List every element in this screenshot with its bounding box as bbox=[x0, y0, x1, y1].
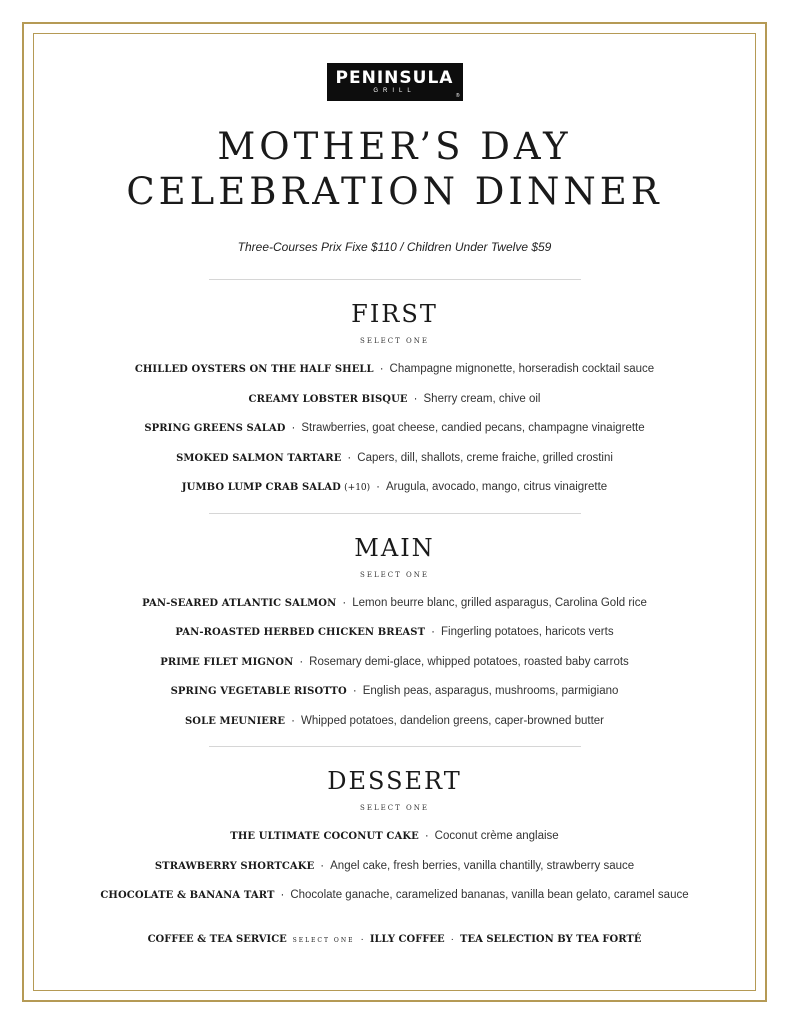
item-name: SPRING VEGETABLE RISOTTO bbox=[170, 686, 347, 697]
menu-item bbox=[33, 589, 756, 619]
menu-item bbox=[33, 385, 756, 415]
section-title-main: MAIN bbox=[354, 533, 435, 562]
page-title bbox=[33, 124, 756, 214]
item-description: Capers, dill, shallots, creme fraiche, grilled crostini bbox=[357, 451, 613, 464]
menu-item bbox=[33, 473, 756, 503]
menu-item bbox=[33, 822, 756, 852]
prix-fixe-pricing: Three-Courses Prix Fixe $110 / Children Under Twelve $59 bbox=[237, 240, 552, 254]
item-name: CHOCOLATE & BANANA TART bbox=[100, 890, 275, 901]
item-description: Chocolate ganache, caramelized bananas, vanilla bean gelato, caramel sauce bbox=[290, 889, 689, 901]
divider bbox=[209, 746, 581, 747]
separator-dot: · bbox=[291, 422, 296, 434]
menu-item bbox=[33, 881, 756, 911]
item-name: PRIME FILET MIGNON bbox=[160, 656, 294, 668]
main-course-list bbox=[33, 589, 756, 737]
divider bbox=[209, 279, 581, 280]
section-title-first: FIRST bbox=[351, 300, 438, 328]
item-name: STRAWBERRY SHORTCAKE bbox=[154, 860, 315, 872]
divider bbox=[209, 513, 581, 514]
select-one-label: SELECT ONE bbox=[360, 570, 429, 579]
separator-dot: · bbox=[291, 714, 295, 727]
item-description: Sherry cream, chive oil bbox=[423, 392, 541, 405]
item-name: JUMBO LUMP CRAB SALAD bbox=[181, 482, 341, 493]
item-description: Angel cake, fresh berries, vanilla chantilly, strawberry sauce bbox=[330, 859, 635, 872]
item-description: English peas, asparagus, mushrooms, parmigiano bbox=[362, 685, 619, 697]
separator-dot: · bbox=[376, 481, 380, 493]
menu-item bbox=[33, 852, 756, 882]
separator-dot: · bbox=[379, 363, 384, 375]
item-name: CHILLED OYSTERS ON THE HALF SHELL bbox=[134, 364, 374, 375]
item-description: Strawberries, goat cheese, candied pecans, champagne vinaigrette bbox=[301, 422, 645, 434]
menu-item bbox=[33, 414, 756, 444]
select-one-label: SELECT ONE bbox=[360, 337, 429, 345]
item-name: SPRING GREENS SALAD bbox=[144, 423, 286, 434]
item-description: Coconut crème anglaise bbox=[434, 830, 559, 842]
menu-item bbox=[33, 707, 756, 737]
footer-option-coffee: ILLY COFFEE bbox=[369, 933, 445, 945]
menu-item bbox=[33, 677, 756, 707]
logo-sub-text: GRILL bbox=[373, 88, 416, 94]
menu-content bbox=[33, 33, 756, 945]
item-name: SMOKED SALMON TARTARE bbox=[176, 452, 342, 464]
section-title-dessert: DESSERT bbox=[327, 767, 462, 795]
item-description: Champagne mignonette, horseradish cocktail sauce bbox=[389, 363, 655, 375]
footer-option-tea: TEA SELECTION BY TEA FORTÉ bbox=[460, 933, 642, 945]
separator-dot: · bbox=[450, 933, 455, 945]
menu-item bbox=[33, 618, 756, 648]
item-description: Rosemary demi-glace, whipped potatoes, roasted baby carrots bbox=[309, 655, 629, 668]
title-line-1: MOTHER’S DAY bbox=[217, 125, 572, 168]
item-description: Arugula, avocado, mango, citrus vinaigrette bbox=[386, 481, 608, 493]
separator-dot: · bbox=[280, 889, 285, 901]
separator-dot: · bbox=[431, 626, 435, 638]
item-surcharge: (+10) bbox=[344, 483, 371, 493]
separator-dot: · bbox=[347, 451, 352, 464]
item-description: Fingerling potatoes, haricots verts bbox=[441, 626, 614, 638]
separator-dot: · bbox=[360, 933, 364, 945]
menu-item bbox=[33, 648, 756, 678]
item-description: Whipped potatoes, dandelion greens, caper-browned butter bbox=[300, 714, 605, 727]
item-name: PAN-ROASTED HERBED CHICKEN BREAST bbox=[175, 627, 426, 638]
separator-dot: · bbox=[413, 392, 418, 405]
item-name: SOLE MEUNIERE bbox=[184, 715, 286, 727]
separator-dot: · bbox=[424, 830, 429, 842]
separator-dot: · bbox=[342, 596, 347, 609]
peninsula-grill-logo bbox=[327, 63, 463, 101]
item-name: PAN-SEARED ATLANTIC SALMON bbox=[142, 597, 337, 609]
registered-mark: ® bbox=[455, 93, 460, 99]
select-one-label: SELECT ONE bbox=[292, 936, 355, 944]
item-name: THE ULTIMATE COCONUT CAKE bbox=[230, 831, 419, 842]
logo-main-text: PENINSULA bbox=[335, 68, 454, 88]
footer-item-name: COFFEE & TEA SERVICE bbox=[147, 933, 287, 945]
title-line-2: CELEBRATION DINNER bbox=[126, 170, 663, 213]
separator-dot: · bbox=[352, 685, 357, 697]
separator-dot: · bbox=[320, 859, 325, 872]
select-one-label: SELECT ONE bbox=[360, 804, 429, 812]
first-course-list bbox=[33, 355, 756, 503]
item-name: CREAMY LOBSTER BISQUE bbox=[248, 393, 408, 405]
separator-dot: · bbox=[299, 655, 304, 668]
menu-item bbox=[33, 355, 756, 385]
item-description: Lemon beurre blanc, grilled asparagus, Carolina Gold rice bbox=[352, 596, 647, 609]
coffee-tea-service bbox=[33, 934, 756, 945]
dessert-list bbox=[33, 822, 756, 911]
menu-item bbox=[33, 444, 756, 474]
